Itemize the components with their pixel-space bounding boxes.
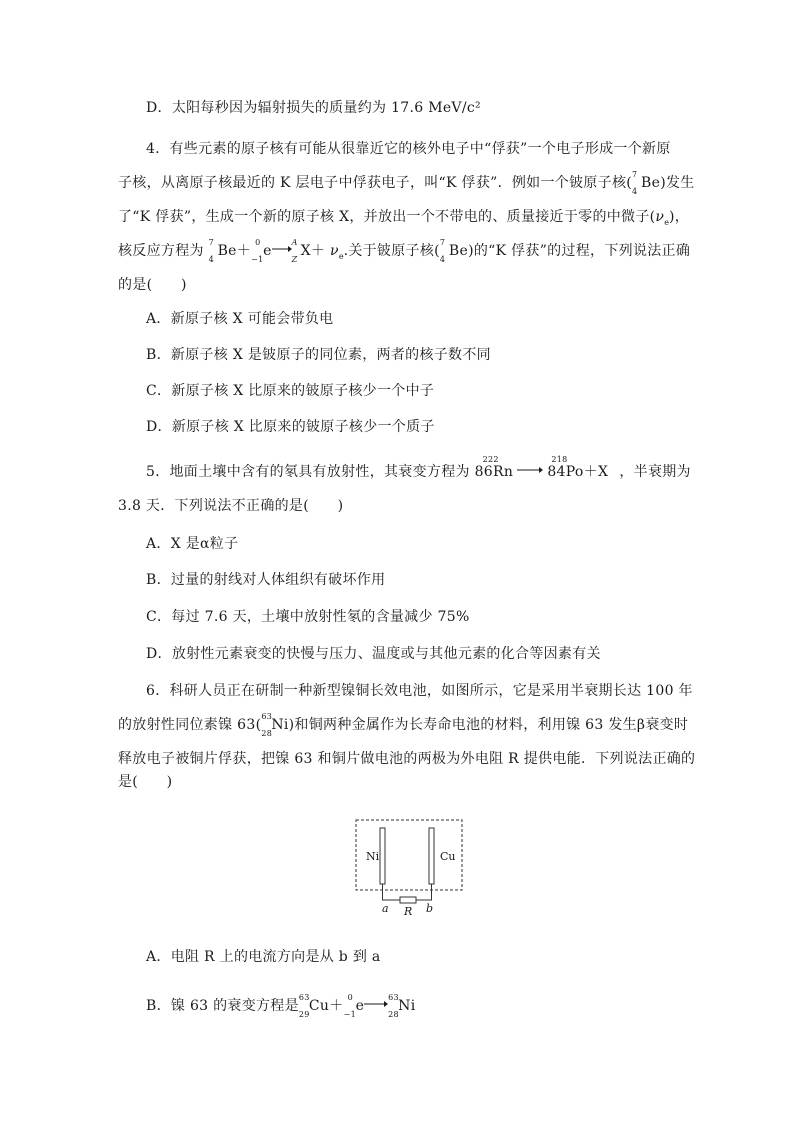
q4-line-4: 核反应方程为 7 4 Be＋ 0 −1 e A Z $X+ \nu_e$.关于铍原子核( 7 4 Be)的“K 俘获”的过程，下列说法正确 bbox=[118, 238, 691, 264]
resistor-label: R bbox=[404, 905, 413, 918]
q4-line-1: 4．有些元素的原子核有可能从很靠近它的核外电子中“俘获”一个电子形成一个新原 bbox=[146, 141, 671, 157]
q3-option-d: D．太阳每秒因为辐射损失的质量约为 17.6 MeV/c² bbox=[146, 100, 481, 116]
q6-line-4: 是( ) bbox=[118, 774, 173, 790]
battery-figure bbox=[340, 812, 480, 920]
q4-option-c: C．新原子核 X 比原来的铍原子核少一个中子 bbox=[146, 383, 435, 399]
po-nuclide: 218 84Po＋X bbox=[547, 455, 609, 480]
q6-line-1: 6．科研人员正在研制一种新型镍铜长效电池，如图所示，它是采用半衰期长达 100 年 bbox=[146, 683, 693, 699]
q4-option-b: B．新原子核 X 是铍原子的同位素，两者的核子数不同 bbox=[146, 347, 491, 363]
be-nuclide-1: 7 4 bbox=[632, 170, 638, 196]
ni-plate bbox=[380, 828, 385, 884]
q5-option-d: D．放射性元素衰变的快慢与压力、温度或与其他元素的化合等因素有关 bbox=[146, 646, 601, 662]
decay-arrow bbox=[517, 460, 543, 480]
q5-line-2: 3.8 天．下列说法不正确的是( ) bbox=[118, 498, 344, 514]
ni-nuclide-2: 63 28 bbox=[388, 993, 399, 1019]
wire-right bbox=[416, 884, 432, 900]
electron-nuclide-2: 0 −1 bbox=[343, 993, 356, 1019]
cu-label: Cu bbox=[440, 850, 456, 863]
q4-line-3: 了“K 俘获”，生成一个新的原子核 X，并放出一个不带电的、质量接近于零的中微子$(\nu_e)$， bbox=[118, 209, 690, 227]
q4-option-d: D．新原子核 X 比原来的铍原子核少一个质子 bbox=[146, 419, 435, 435]
x-nuclide: A Z bbox=[291, 238, 298, 264]
q5-option-c: C．每过 7.6 天，土壤中放射性氡的含量减少 75% bbox=[146, 609, 470, 625]
electron-nuclide: 0 −1 bbox=[251, 238, 264, 264]
terminal-b-label: b bbox=[426, 902, 434, 915]
q6-line-3: 释放电子被铜片俘获，把镍 63 和铜片做电池的两极为外电阻 R 提供电能．下列说法正确的 bbox=[118, 751, 696, 767]
reaction-arrow bbox=[272, 239, 292, 259]
be-nuclide-2: 7 4 bbox=[208, 238, 214, 264]
q4-option-a: A．新原子核 X 可能会带负电 bbox=[146, 311, 334, 327]
rn-nuclide: 222 86Rn bbox=[474, 455, 514, 480]
q5-line-1: 5．地面土壤中含有的氡具有放射性，其衰变方程为 222 86Rn 218 84Po＋X ，半衰期为 bbox=[146, 455, 691, 480]
be-nuclide-3: 7 4 bbox=[439, 238, 446, 264]
q5-option-a: A．X 是α粒子 bbox=[146, 536, 239, 552]
q6-line-2: 的放射性同位素镍 63( 63 28 Ni)和铜两种金属作为长寿命电池的材料，利用镍 63 发生β衰变时 bbox=[118, 712, 689, 738]
ni-label: Ni bbox=[366, 850, 380, 863]
ni-nuclide-1: 63 28 bbox=[261, 712, 273, 738]
resistor bbox=[400, 897, 416, 903]
cu-nuclide: 63 29 bbox=[298, 993, 310, 1019]
q5-option-b: B．过量的射线对人体组织有破坏作用 bbox=[146, 572, 386, 588]
wire-left bbox=[383, 884, 401, 900]
decay-arrow-2 bbox=[364, 994, 388, 1014]
q6-option-b: B．镍 63 的衰变方程是 63 29 Cu＋ 0 −1 e 63 28 Ni bbox=[146, 993, 416, 1019]
terminal-a-label: a bbox=[382, 902, 389, 915]
q4-line-2: 子核，从离原子核最近的 K 层电子中俘获电子，叫“K 俘获”．例如一个铍原子核( 7 4 Be)发生 bbox=[118, 170, 695, 196]
cu-plate bbox=[429, 828, 434, 884]
q6-option-a: A．电阻 R 上的电流方向是从 b 到 a bbox=[146, 949, 381, 965]
q4-line-5: 的是( ) bbox=[118, 277, 187, 293]
